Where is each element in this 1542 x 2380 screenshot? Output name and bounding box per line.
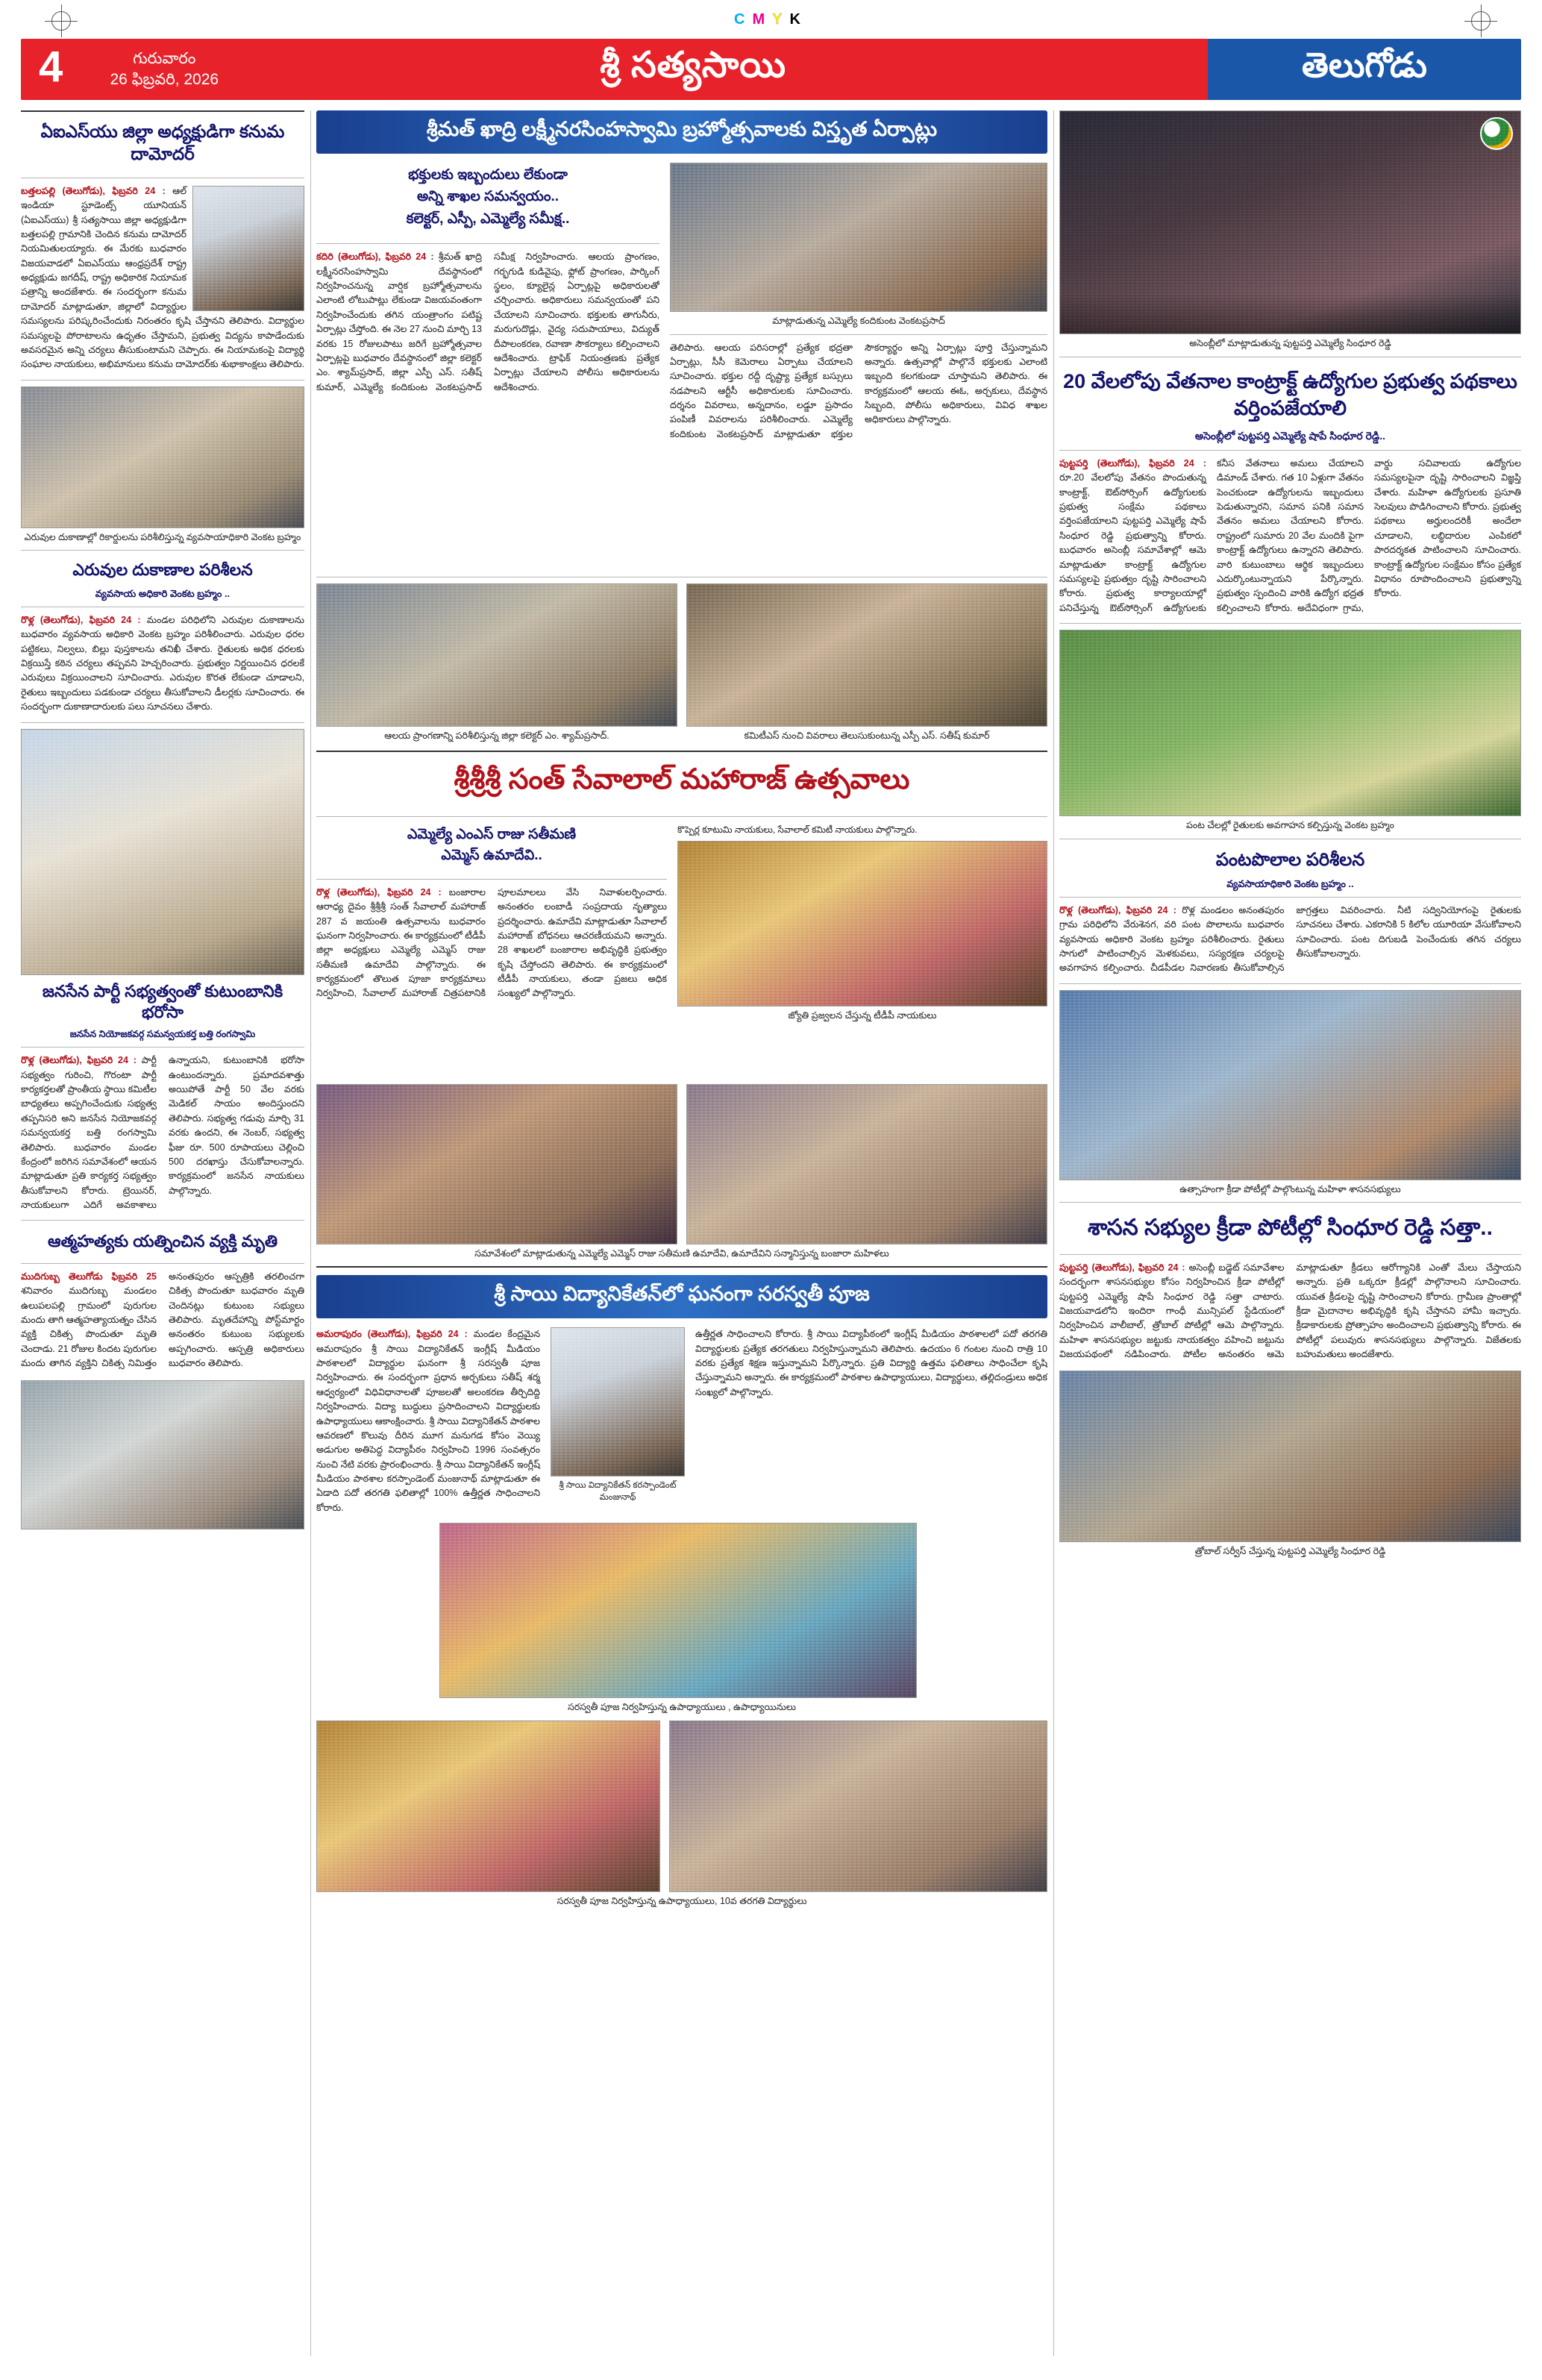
byline-paper: (తెలుగోడు) <box>367 1329 408 1340</box>
date-label: 26 ఫిబ్రవరి, 2026 <box>110 71 219 88</box>
story-text: మండల కేంద్రమైన అమరాపురం శ్రీ సాయి విద్యానికేతన్ ఇంగ్లీష్ మీడియం పాఠశాలలో విద్యార్థుల ఘనంగా శ్రీ సరస్వతీ పూజ నిర్వహించారు. ఈ సందర్భంగా ప్రధాన అర్చకులు సతీష్ శర్మ ఆధ్వర్యంలో విధివిధానాలతో పూజలతో అలంకరణ తీర్చిదిద్ది నిర్వహించారు. విద్యా బుద్ధులు ప్రసాదించాలని విద్యార్థులకు ఉపాధ్యాయులు ఆకాంక్షించారు. శ్రీ సాయి విద్యానికేతన్ పాఠశాల ఆవరణలో కొలువు దీరిన మూగ మనుగడ కోసం వెయ్యి అడుగుల అతిపెద్ద విద్యాపీఠం నిర్వహించి 1996 సంవత్సరం నుంచి నేటి వరకు ప్రారంభించారు. శ్రీ సాయి విద్యానికేతన్ ఇంగ్లీష్ మీడియం పాఠశాల కరస్పాండెంట్ మంజునాథ్ మాట్లాడుతూ ఈ ఏడాది పదో తరగతి ఫలితాల్లో 100% ఉత్తీర్ణత సాధించాలని కోరారు. <box>316 1329 540 1513</box>
byline-place: బత్తలపల్లి <box>21 185 56 196</box>
banner-brahmotsavam: శ్రీమత్ ఖాద్రి లక్ష్మీనరసింహస్వామి బ్రహ్మోత్సవాలకు విస్తృత ఏర్పాట్లు <box>316 110 1047 154</box>
byline-place: రొళ్ల <box>21 614 34 625</box>
story-text: బంజారాల ఆరాధ్య దైవం శ్రీశ్రీశ్రీ సంత్ సేవాలాల్ మహారాజ్ 287 వ జయంతి ఉత్సవాలను బుధవారం ఘనంగా నిర్వహించారు. ఈ కార్యక్రమంలో టీడీపీ జిల్లా అధ్యక్షులు ఎమ్మెల్యే ఎమ్మెస్ రాజు సతీమణి ఉమాదేవి పాల్గొన్నారు. ఈ కార్యక్రమంలో తొలుత పూజా కార్యక్రమాలు నిర్వహించి, సేవాలాల్ మహారాజ్ చిత్రపటానికి పూలమాలలు వేసి నివాళులర్పించారు. అనంతరం లంబాడీ సంప్రదాయ నృత్యాలు ప్రదర్శించారు. ఉమాదేవి మాట్లాడుతూ సేవాలాల్ మహారాజ్ బోధనలు ఆచరణీయమని అన్నారు. 28 శాఖలలో బంజారాల అభివృద్ధికి ప్రభుత్వం కృషి చేస్తోందని తెలిపారు. ఈ కార్యక్రమంలో టీడీపీ నాయకులు, తండా ప్రజలు అధిక సంఖ్యలో పాల్గొన్నారు. <box>316 886 667 999</box>
story-text: మండల పరిధిలోని ఎరువుల దుకాణాలను బుధవారం వ్యవసాయ అధికారి వెంకట బ్రహ్మం పరిశీలించారు. ఎరువుల ధరల పట్టికలు, నిల్వలు, బిల్లు పుస్తకాలను తనిఖీ చేశారు. రైతులకు అధిక ధరలకు విక్రయిస్తే కఠిన చర్యలు తప్పవని హెచ్చరించారు. ప్రభుత్వం నిర్ణయించిన ధరలకే ఎరువులు విక్రయించాలని సూచించారు. ఎరువుల కొరత లేకుండా చూడాలని, రైతులు ఇబ్బందులు పడకుండా చర్యలు తీసుకోవాలని డీలర్లకు సూచించారు. ఈ సందర్భంగా దుకాణాదారులకు పలు సూచనలు చేశారు. <box>21 614 304 713</box>
story-body-brahmotsavam-b <box>670 341 1047 520</box>
headline-sevalal: శ్రీశ్రీశ్రీ సంత్ సేవాలాల్ మహారాజ్ ఉత్సవాలు <box>454 763 910 795</box>
photo-assembly-speech <box>1059 110 1521 334</box>
photo-sevalal-meeting <box>316 1084 677 1244</box>
page-content <box>21 110 1521 2356</box>
photo-mla-sports <box>1059 990 1521 1180</box>
caption-mla-sports: ఉత్సాహంగా క్రీడా పోటీల్లో పాల్గొంటున్న మహిళా శాసనసభ్యులు <box>1179 1183 1401 1194</box>
story-headline-aisu: ఏఐఎస్‌యు జిల్లా అధ్యక్షుడిగా కనుమ దామోదర్ <box>40 122 285 163</box>
subhead-sevalal <box>316 823 667 873</box>
story-body-sevalal <box>316 886 667 1080</box>
subhead-line-3: కలెక్టర్, ఎస్పీ, ఎమ్మెల్యే సమీక్ష.. <box>406 210 570 227</box>
photo-crop-field <box>1059 630 1521 816</box>
byline-place: రొళ్ల <box>21 1055 34 1066</box>
caption-correspondent: శ్రీ సాయి విద్యానికేతన్ కరస్పాండెంట్ మంజునాథ్ <box>559 1481 677 1503</box>
column-right <box>1059 110 1521 1559</box>
story-body-sports-meet <box>1059 1261 1521 1362</box>
registration-bar <box>0 0 1542 39</box>
caption-fertilizer-shop: ఎరువుల దుకాణాల్లో రికార్డులను పరిశీలిస్తున్న వ్యవసాయాధికారి వెంకట బ్రహ్మం <box>24 531 301 542</box>
photo-saraswati-puja-1 <box>439 1523 917 1698</box>
byline-place: పుట్టపర్తి <box>1059 1262 1088 1273</box>
column-rule-1 <box>310 110 311 2356</box>
caption-saraswati-puja-1: సరస్వతీ పూజ నిర్వహిస్తున్న ఉపాధ్యాయులు , ఉపాధ్యాయినులు <box>568 1702 796 1713</box>
subhead-crop-inspection: వ్యవసాయాధికారి వెంకట బ్రహ్మం .. <box>1226 877 1354 889</box>
byline-date: , ఫిబ్రవరి 24 : <box>80 614 141 625</box>
story-body-brahmotsavam-a <box>316 250 659 571</box>
registration-mark-left <box>45 4 78 37</box>
page-number: 4 <box>39 43 63 91</box>
cmyk-c: C <box>734 10 753 28</box>
caption-jyothi-prajwalana: జ్యోతి ప్రజ్వలన చేస్తున్న టీడీపీ నాయకులు <box>788 1010 937 1021</box>
column-left <box>21 110 304 1529</box>
story-body-saraswati-a <box>316 1327 540 1515</box>
day-label: గురువారం <box>133 49 196 67</box>
subhead-contract-employees: అసెంబ్లీలో పుట్టపర్తి ఎమ్మెల్యే షాపే సింధూర రెడ్డి.. <box>1194 430 1386 442</box>
byline-paper: (తెలుగోడు) <box>62 185 103 196</box>
byline-date: , ఫిబ్రవరి 24 : <box>1132 1262 1185 1273</box>
byline-paper: (తెలుగోడు) <box>1091 1262 1132 1273</box>
masthead-left <box>21 39 1200 100</box>
headline-sports-meet: శాసన సభ్యుల క్రీడా పోటీల్లో సింధూర రెడ్డి సత్తా.. <box>1088 1215 1493 1241</box>
story-subhead-fertilizer: వ్యవసాయ అధికారి వెంకట బ్రహ్మం .. <box>95 587 231 599</box>
story-text: రొళ్ల మండలం అనంతపురం గ్రామ పరిధిలోని వేరుశెనగ, వరి పంట పొలాలను బుధవారం వ్యవసాయ అధికారి వెంకట బ్రహ్మం పరిశీలించారు. రైతులు సాగులో పాటించాల్సిన మెళకువలు, సస్యరక్షణ చర్యలపై అవగాహన కల్పించారు. చీడపీడల నివారణకు తీసుకోవాల్సిన జాగ్రత్తలు వివరించారు. నీటి సద్వినియోగంపై రైతులకు సూచనలు చేశారు. ఎకరానికి 5 కిలోల యూరియా వేసుకోవాలని సూచించారు. పంట దిగుబడి పెంచేందుకు తగిన చర్యలు తీసుకోవాలన్నారు. <box>1059 904 1521 974</box>
subhead-line-2: ఎమ్మెస్ ఉమాదేవి.. <box>441 848 542 864</box>
photo-shadow <box>1060 293 1520 333</box>
photo-correspondent <box>551 1327 685 1476</box>
story-text: రూ.20 వేలలోపు వేతనం పొందుతున్న కాంట్రాక్ట్, ఔట్‌సోర్సింగ్ ఉద్యోగులకు ప్రభుత్వ సంక్షేమ పథకాలు వర్తింపజేయాలని పుట్టపర్తి ఎమ్మెల్యే షాపే సింధూర రెడ్డి ప్రభుత్వాన్ని కోరారు. బుధవారం అసెంబ్లీ సమావేశాల్లో ఆమె మాట్లాడుతూ కాంట్రాక్ట్ ఉద్యోగుల సమస్యలపై ప్రభుత్వం దృష్టి సారించాలని కోరారు. ప్రభుత్వ కార్యాలయాల్లో పనిచేస్తున్న ఔట్‌సోర్సింగ్ ఉద్యోగులకు కనీస వేతనాలు అమలు చేయాలని డిమాండ్ చేశారు. గత 10 ఏళ్లుగా వేతనం పెంచకుండా ఉద్యోగులను ఇబ్బందులు పెడుతున్నారని, సమాన పనికి సమాన వేతనం అమలు చేయాలని కోరారు. రాష్ట్రంలో సుమారు 20 వేల మందికి పైగా కాంట్రాక్ట్ ఉద్యోగులు ఉన్నారని తెలిపారు. వారి కుటుంబాలు ఆర్థిక ఇబ్బందులు ఎదుర్కొంటున్నాయని పేర్కొన్నారు. ప్రభుత్వం స్పందించి వారికి ఉద్యోగ భద్రత కల్పించాలని కోరారు. అదేవిధంగా గ్రామ, వార్డు సచివాలయ ఉద్యోగుల సమస్యలపైనా దృష్టి సారించాలని విజ్ఞప్తి చేశారు. మహిళా ఉద్యోగులకు ప్రసూతి సెలవులు పొడిగించాలని కోరారు. ప్రభుత్వ పథకాలు అర్హులందరికీ అందేలా చూడాలని, లబ్ధిదారుల ఎంపికలో పారదర్శకత పాటించాలని సూచించారు. కాంట్రాక్ట్ ఉద్యోగుల సంక్షేమం కోసం ప్రత్యేక విధానం రూపొందించాలని ప్రభుత్వాన్ని కోరారు. <box>1059 457 1521 613</box>
photo-sp-briefing <box>686 583 1047 727</box>
photo-collector-inspection <box>316 583 677 727</box>
column-center <box>316 110 1047 1908</box>
story-body-suicide <box>21 1270 304 1371</box>
caption-assembly-speech: అసెంబ్లీలో మాట్లాడుతున్న పుట్టపర్తి ఎమ్మెల్యే సింధూర రెడ్డి <box>1189 338 1391 348</box>
photo-ranga-swamy <box>21 729 304 975</box>
headline-crop-inspection: పంటపొలాల పరిశీలన <box>1215 849 1365 870</box>
story-body-crop-inspection <box>1059 904 1521 976</box>
story-headline-janasena: జనసేన పార్టీ సభ్యత్వంతో కుటుంబానికి భరోసా <box>42 981 283 1022</box>
subhead-line-1: భక్తులకు ఇబ్బందులు లేకుండా <box>408 167 568 183</box>
cmyk-color-bar <box>734 11 808 28</box>
byline-place: రొళ్ల <box>1059 904 1073 915</box>
story-subhead-janasena: జనసేన నియోజకవర్గ సమన్వయకర్త బత్తి రంగస్వామి <box>69 1028 256 1039</box>
byline-date: , ఫిబ్రవరి 24 : <box>377 886 442 898</box>
cmyk-m: M <box>752 10 773 28</box>
byline-date: , ఫిబ్రవరి 24 : <box>407 1329 468 1340</box>
photo-students-group <box>669 1720 1047 1892</box>
photo-hospital-patient <box>21 1380 304 1529</box>
photo-banjara-women <box>686 1084 1047 1244</box>
story-text: ఉత్తీర్ణత సాధించాలని కోరారు. శ్రీ సాయి విద్యాపీఠంలో ఇంగ్లీష్ మీడియం పాఠశాలలో పదో తరగతి విద్యార్థులకు ప్రత్యేక తరగతులు నిర్వహిస్తున్నామని తెలిపారు. ఉదయం 6 గంటల నుంచి రాత్రి 10 వరకు ప్రత్యేక శిక్షణ ఇస్తున్నామని పేర్కొన్నారు. ప్రతి విద్యార్థి ఉత్తమ ఫలితాలు సాధించేలా కృషి చేస్తున్నామని అన్నారు. ఈ కార్యక్రమంలో పాఠశాల ఉపాధ్యాయులు, విద్యార్థులు, తల్లిదండ్రులు అధిక సంఖ్యలో పాల్గొన్నారు. <box>695 1329 1047 1397</box>
caption-crop-field: పంట చేలల్లో రైతులకు అవగాహన కల్పిస్తున్న వెంకట బ్రహ్మం <box>1186 820 1394 831</box>
story-headline-suicide: ఆత్మహత్యకు యత్నించిన వ్యక్తి మృతి <box>47 1232 278 1251</box>
byline-date: , ఫిబ్రవరి 24 : <box>102 185 166 196</box>
story-text: శనివారం ముదిగుబ్బ మండలం ఉలుపలపల్లి గ్రామంలో పురుగుల మందు తాగి ఆత్మహత్యాయత్నం చేసిన వ్యక్తి చికిత్స పొందుతూ మృతి చెందాడు. 21 రోజుల కిందట పురుగుల మందు తాగిన వ్యక్తిని చికిత్స నిమిత్తం అనంతపురం ఆస్పత్రికి తరలించగా చికిత్స పొందుతూ బుధవారం మృతి చెందినట్లు కుటుంబ సభ్యులు తెలిపారు. మృతదేహాన్ని పోస్ట్‌మార్టం అనంతరం కుటుంబ సభ్యులకు అప్పగించారు. ఆస్పత్రి అధికారులు బుధవారం తెలిపారు. <box>21 1271 304 1369</box>
caption-sevalal-photos: సమావేశంలో మాట్లాడుతున్న ఎమ్మెల్యే ఎమ్మెస్ రాజు సతీమణి ఉమాదేవి, ఉమాదేవిని సన్మానిస్తున్న బంజారా మహిళలు <box>474 1247 889 1259</box>
byline-date: , ఫిబ్రవరి 24 : <box>1137 457 1206 469</box>
byline-place: ముదిగుబ్బ తెలుగోడు ఫిబ్రవరి 25 <box>21 1271 157 1282</box>
story-body-janasena <box>21 1053 304 1212</box>
banner-saraswati-puja: శ్రీ సాయి విద్యానికేతన్‌లో ఘనంగా సరస్వతీ పూజ <box>316 1275 1047 1318</box>
story-text: అసెంబ్లీ బడ్జెట్ సమావేశాల సందర్భంగా శాసనసభ్యుల కోసం నిర్వహించిన క్రీడా పోటీల్లో పుట్టపర్తి ఎమ్మెల్యే షాపే సింధూర రెడ్డి సత్తా చాటారు. విజయవాడలోని ఇందిరా గాంధీ మున్సిపల్ స్టేడియంలో నిర్వహించిన వాలీబాల్, త్రోబాల్ పోటీల్లో ఆమె పాల్గొన్నారు. మహిళా శాసనసభ్యుల జట్టుకు నాయకత్వం వహించి జట్టును విజయపథంలో నడిపించారు. పోటీల అనంతరం ఆమె మాట్లాడుతూ క్రీడలు ఆరోగ్యానికి ఎంతో మేలు చేస్తాయని అన్నారు. ప్రతి ఒక్కరూ క్రీడల్లో పాల్గొనాలని సూచించారు. యువత క్రీడలపై దృష్టి సారించాలని కోరారు. గ్రామీణ ప్రాంతాల్లో క్రీడా మైదానాల అభివృద్ధికి కృషి చేస్తానని హామీ ఇచ్చారు. క్రీడాకారులకు ప్రోత్సాహం అందించాలని ప్రభుత్వాన్ని కోరారు. ఈ పోటీల్లో పలువురు శాసనసభ్యులు పాల్గొన్నారు. విజేతలకు బహుమతులు అందజేశారు. <box>1059 1262 1521 1360</box>
channel-logo-icon <box>1480 117 1513 150</box>
photo-throwball-service <box>1059 1371 1521 1542</box>
masthead <box>21 39 1521 100</box>
story-headline-fertilizer: ఎరువుల దుకాణాల పరిశీలన <box>72 560 253 580</box>
registration-mark-right <box>1464 4 1497 37</box>
story-text: పార్టీ సభ్యత్వం గురించి, గొరంటా పార్టీ కార్యకర్తలతో ప్రాంతీయ స్థాయి కమిటీల బాధ్యతలు అప్పగించేందుకు సభ్యత్వ తప్పనిసరి అని జనసేన నియోజకవర్గ సమన్వయకర్త బత్తి రంగస్వామి తెలిపారు. బుధవారం మండల కేంద్రంలో జరిగిన సమావేశంలో ఆయన మాట్లాడుతూ ప్రతి కార్యకర్త సభ్యత్వం తీసుకోవాలని కోరారు. ట్రెయినర్, నాయకులుగా ఎదిగే అవకాశాలు ఉన్నాయని, కుటుంబానికి భరోసా ఉంటుందన్నారు. ప్రమాదవశాత్తు అయిపోతే పార్టీ 50 వేల వరకు మెడికల్ సాయం అందిస్తుందని తెలిపారు. సభ్యత్వ గడువు మార్చి 31 వరకు ఉందని, ఈ నెంబర్, సభ్యత్వ ఫీజు రూ. 500 రూపాయలు చెల్లించి 500 దరఖాస్తు చేసుకోవాలన్నారు. కార్యక్రమంలో జనసేన నాయకులు పాల్గొన్నారు. <box>21 1055 304 1210</box>
photo-saraswati-puja-2 <box>316 1720 660 1892</box>
byline-date: , ఫిబ్రవరి 24 : <box>377 251 434 263</box>
story-sevalal-note: కొప్పెర్ల కూటుమి నాయకులు, సేవాలాల్ కమిటీ నాయకులు పాల్గొన్నారు. <box>677 824 918 835</box>
headline-contract-employees: 20 వేలలోపు వేతనాల కాంట్రాక్ట్ ఉద్యోగుల ప్రభుత్వ పథకాలు వర్తింపజేయాలి <box>1063 369 1517 419</box>
cmyk-k: K <box>789 10 808 28</box>
byline-paper: (తెలుగోడు) <box>39 1055 80 1066</box>
byline-paper: (తెలుగోడు) <box>40 614 81 625</box>
caption-throwball-service: త్రోబాల్ సర్వీస్ చేస్తున్న పుట్టపర్తి ఎమ్మెల్యే సింధూర రెడ్డి <box>1194 1546 1386 1557</box>
photo-kanuma-damodar <box>192 186 304 311</box>
date-block <box>82 48 254 91</box>
photo-jyothi-prajwalana <box>677 841 1047 1006</box>
subhead-line-1: ఎమ్మెల్యే ఎంఎస్ రాజు సతీమణి <box>407 826 577 842</box>
story-body-aisu <box>21 184 304 372</box>
story-text: తెలిపారు. ఆలయ పరిసరాల్లో ప్రత్యేక భద్రతా ఏర్పాట్లు, సీసీ కెమెరాలు ఏర్పాటు చేయాలని సూచించారు. భక్తుల రద్దీ దృష్ట్యా ప్రత్యేక బస్సులు నడపాలని ఆర్టీసీ అధికారులకు సూచించారు. దర్శనం వివరాలు, అన్నదానం, లడ్డూ ప్రసాదం పంపిణీ వివరాలను పరిశీలించారు. ఎమ్మెల్యే కందికుంట వెంకటప్రసాద్ మాట్లాడుతూ భక్తుల సౌకర్యార్థం అన్ని ఏర్పాట్లు పూర్తి చేస్తున్నామని అన్నారు. ఉత్సవాల్లో పాల్గొనే భక్తులకు ఎలాంటి ఇబ్బంది కలగకుండా చూస్తామని తెలిపారు. ఈ కార్యక్రమంలో ఆలయ ఈఓ, అర్చకులు, దేవస్థాన సిబ్బంది, పోలీసు అధికారులు, వివిధ శాఖల అధికారులు పాల్గొన్నారు. <box>670 342 1047 439</box>
cmyk-y: Y <box>772 10 790 28</box>
caption-collector-inspection: ఆలయ ప్రాంగణాన్ని పరిశీలిస్తున్న జిల్లా కలెక్టర్ ఎం. శ్యామ్‌ప్రసాద్. <box>384 730 609 742</box>
byline-place: రొళ్ల <box>316 886 330 898</box>
story-body-fertilizer <box>21 613 304 715</box>
edition-title: శ్రీ సత్యసాయి <box>600 45 786 85</box>
brand-name: తెలుగోడు <box>1302 46 1427 84</box>
byline-place: పుట్టపర్తి <box>1059 457 1088 469</box>
byline-place: కదిరి <box>316 251 333 263</box>
byline-paper: (తెలుగోడు) <box>337 251 378 263</box>
story-text: ఆల్ ఇండియా స్టూడెంట్స్ యూనియన్ (ఏఐఎస్‌యు) శ్రీ సత్యసాయి జిల్లా అధ్యక్షుడిగా బత్తలపల్లి గ్రామానికి చెందిన కనుమ దామోదర్ నియమితులయ్యారు. ఈ మేరకు బుధవారం విజయవాడలో ఏఐఎస్‌యు ఆంధ్రప్రదేశ్ రాష్ట్ర అధ్యక్షుడు జగదీష్, రాష్ట్ర అధికారిక నియామక పత్రాన్ని అందజేశారు. ఈ సందర్భంగా కనుమ దామోదర్ మాట్లాడుతూ, జిల్లాలో విద్యార్థుల సమస్యలను పరిష్కరించేందుకు నిరంతరం కృషి చేస్తానని తెలిపారు. విద్యార్థుల సమస్యలపై పోరాటాలను ఉధృతం చేస్తామని, ప్రభుత్వ విద్యను కాపాడేందుకు అవసరమైన అన్ని చర్యలు తీసుకుంటామని చెప్పారు. ఈ నియామకంపై విద్యార్థి సంఘాల నాయకులు, అభిమానులు కనుమ దామోదర్‌కు శుభాకాంక్షలు తెలిపారు. <box>21 185 304 370</box>
byline-place: అమరాపురం <box>316 1329 362 1340</box>
story-text: శ్రీమత్ ఖాద్రి లక్ష్మీనరసింహస్వామి దేవస్థానంలో నిర్వహించనున్న వార్షిక బ్రహ్మోత్సవాలను ఎలాంటి లోటుపాట్లు లేకుండా విజయవంతంగా నిర్వహించేందుకు తగిన యంత్రాంగం పటిష్ట ఏర్పాట్లు చేస్తోంది. ఈ నెల 27 నుంచి మార్చి 13 వరకు 15 రోజులపాటు జరిగే బ్రహ్మోత్సవాల ఏర్పాట్లపై బుధవారం దేవస్థానంలో జిల్లా కలెక్టర్ ఎం. శ్యామ్‌ప్రసాద్, జిల్లా ఎస్పీ ఎస్. సతీష్ కుమార్, ఎమ్మెల్యే కందికుంట వెంకటప్రసాద్ సమీక్ష నిర్వహించారు. ఆలయ ప్రాంగణం, గర్భగుడి కుడివైపు, ఫ్లోట్ ప్రాంగణం, పార్కింగ్ స్థలం, క్యూలైన్ల ఏర్పాట్లపై అధికారులతో చర్చించారు. అధికారులు సమన్వయంతో పని చేయాలని సూచించారు. భక్తులకు తాగునీరు, మరుగుదొడ్లు, వైద్య సదుపాయాలు, విద్యుత్ దీపాలంకరణ, రవాణా సౌకర్యాలు కల్పించాలని ఆదేశించారు. ట్రాఫిక్ నియంత్రణకు ప్రత్యేక ఏర్పాట్లు చేయాలని పోలీసు అధికారులను ఆదేశించారు. <box>316 251 659 392</box>
story-body-contract-employees <box>1059 457 1521 616</box>
byline-date: , ఫిబ్రవరి 24 : <box>1118 904 1176 915</box>
byline-date: , ఫిబ్రవరి 24 : <box>79 1055 137 1066</box>
caption-sp-briefing: కమిటీఎస్ నుంచి వివరాలు తెలుసుకుంటున్న ఎస్పీ ఎస్. సతీష్ కుమార్ <box>744 730 990 742</box>
byline-paper: (తెలుగోడు) <box>1077 904 1118 915</box>
masthead-right <box>1208 39 1521 100</box>
byline-paper: (తెలుగోడు) <box>336 886 377 898</box>
caption-review-meeting: మాట్లాడుతున్న ఎమ్మెల్యే కందికుంట వెంకటప్రసాద్ <box>772 316 945 326</box>
subhead-brahmotsavam <box>316 163 659 237</box>
byline-paper: (తెలుగోడు) <box>1097 457 1138 469</box>
column-rule-2 <box>1053 110 1054 2356</box>
photo-review-meeting <box>670 163 1047 312</box>
photo-fertilizer-shop <box>21 386 304 528</box>
caption-saraswati-puja-2: సరస్వతీ పూజ నిర్వహిస్తున్న ఉపాధ్యాయులు, 10వ తరగతి విద్యార్థులు <box>557 1895 807 1906</box>
story-body-saraswati-b <box>695 1327 1047 1400</box>
subhead-line-2: అన్ని శాఖల సమన్వయం.. <box>416 189 560 205</box>
